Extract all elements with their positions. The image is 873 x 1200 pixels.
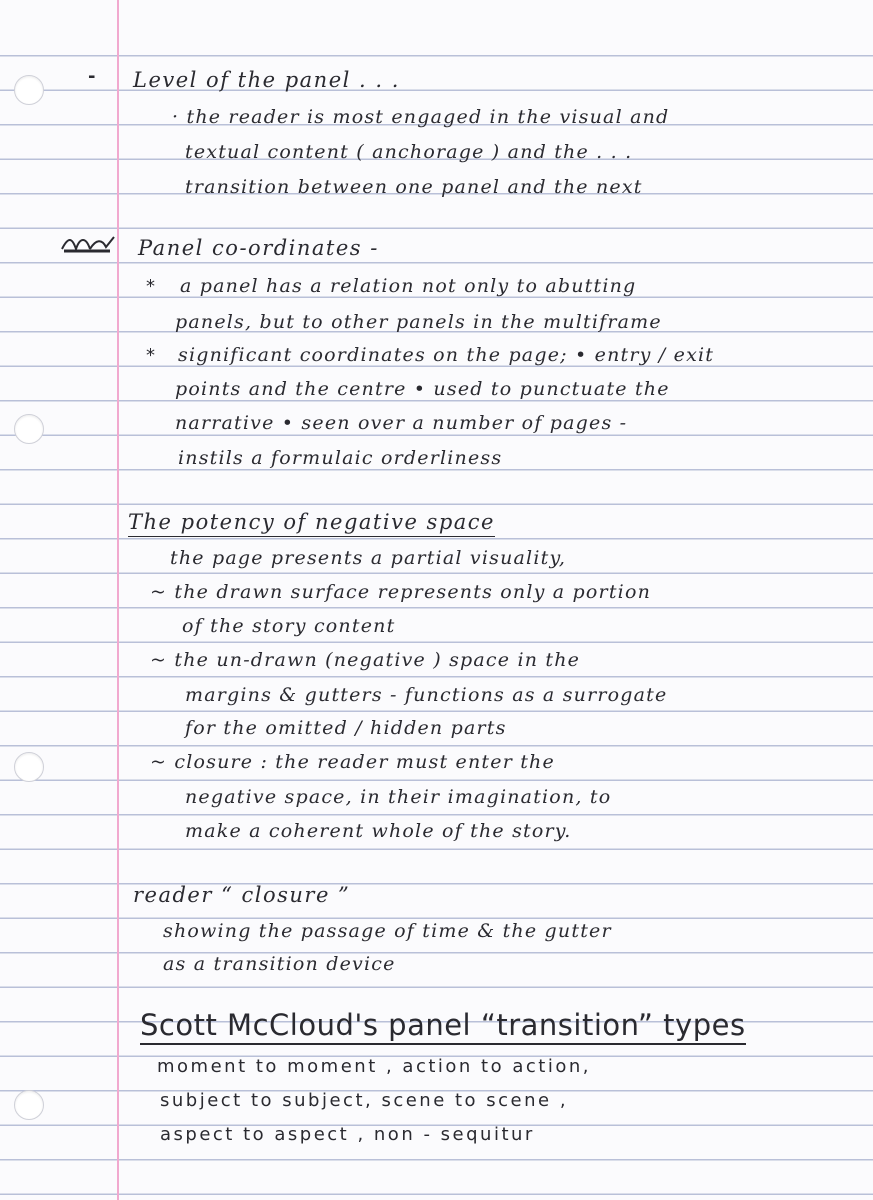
note-line: a panel has a relation not only to abutting (180, 275, 637, 297)
section-heading (128, 510, 495, 534)
note-line: transition between one panel and the next (185, 176, 643, 198)
note-line: significant coordinates on the page; • entry / exit (178, 344, 715, 366)
scribble-doodle-icon (60, 233, 118, 257)
note-line: · the reader is most engaged in the visual and (172, 106, 670, 128)
note-line: points and the centre • used to punctuate the (175, 378, 670, 400)
note-line: as a transition device (163, 953, 396, 975)
star-bullet: * (146, 276, 155, 297)
section-heading: Panel co-ordinates - (138, 236, 379, 260)
punch-hole (14, 752, 44, 782)
section-heading-large: Scott McCloud's panel “transition” types (140, 1008, 746, 1045)
section-heading: Level of the panel . . . (133, 68, 400, 92)
punch-hole (14, 75, 44, 105)
section-heading-text: The potency of negative space (128, 510, 495, 537)
note-line: ~ closure : the reader must enter the (150, 751, 555, 773)
punch-hole (14, 1090, 44, 1120)
note-line: panels, but to other panels in the multiframe (175, 311, 662, 333)
note-line: negative space, in their imagination, to (185, 786, 612, 808)
section-heading: reader “ closure ” (133, 883, 351, 907)
note-line: subject to subject, scene to scene , (160, 1090, 569, 1111)
note-line: aspect to aspect , non - sequitur (160, 1124, 535, 1145)
note-line: narrative • seen over a number of pages - (175, 412, 628, 434)
note-line: moment to moment , action to action, (157, 1056, 591, 1077)
note-line: make a coherent whole of the story. (185, 820, 572, 842)
margin-rule (117, 0, 119, 1200)
note-line: margins & gutters - functions as a surrogate (185, 684, 668, 706)
note-line: for the omitted / hidden parts (185, 717, 507, 739)
note-line: ~ the drawn surface represents only a portion (150, 581, 652, 603)
punch-hole (14, 414, 44, 444)
dash-marker: - (88, 66, 96, 87)
note-line: of the story content (182, 615, 396, 637)
note-line: the page presents a partial visuality, (170, 547, 567, 569)
note-line: instils a formulaic orderliness (178, 447, 503, 469)
note-line: textual content ( anchorage ) and the . . . (185, 141, 633, 163)
note-line: ~ the un-drawn (negative ) space in the (150, 649, 581, 671)
note-line: showing the passage of time & the gutter (163, 920, 612, 942)
star-bullet: * (146, 345, 155, 366)
